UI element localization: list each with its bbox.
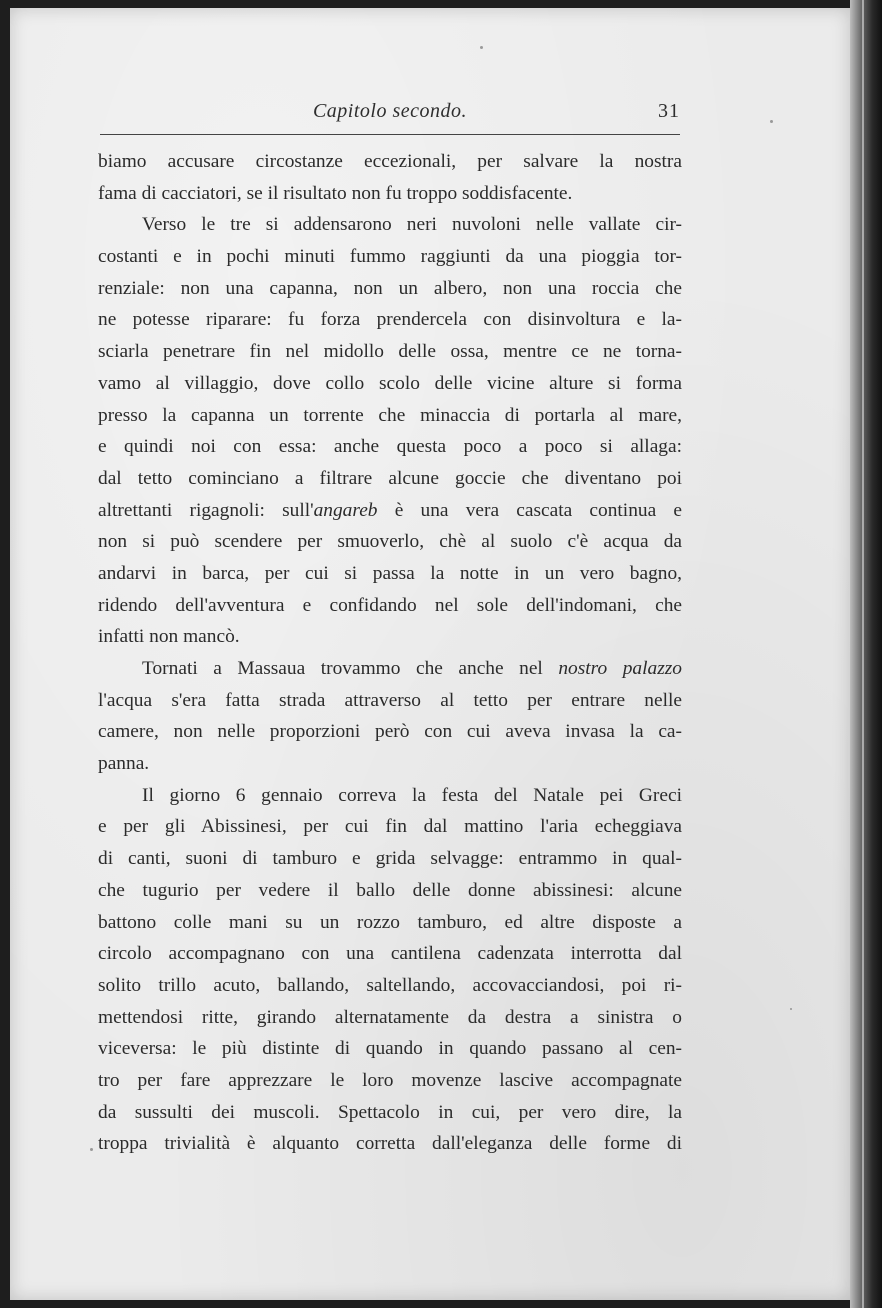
text-line: fama di cacciatori, se il risultato non fu troppo soddisfacente.: [98, 182, 573, 204]
paper-speck: [480, 46, 483, 49]
text-line: andarvi in barca, per cui si passa la notte in un vero bagno,: [98, 562, 682, 584]
text-line: da sussulti dei muscoli. Spettacolo in cui, per vero dire, la: [98, 1101, 682, 1123]
text-line: e quindi noi con essa: anche questa poco a poco si allaga:: [98, 436, 682, 458]
text-line: dal tetto cominciano a filtrare alcune goccie che diventano poi: [98, 467, 682, 489]
text-line: biamo accusare circostanze eccezionali, per salvare la nostra: [98, 151, 682, 172]
text-line: circolo accompagnano con una cantilena cadenzata interrotta dal: [98, 943, 682, 965]
text-segment: Tornati a Massaua trovammo che anche nel: [142, 658, 559, 679]
text-line: l'acqua s'era fatta strada attraverso al tetto per entrare nelle: [98, 689, 682, 711]
text-line: camere, non nelle proporzioni però con cui aveva invasa la ca-: [98, 721, 682, 743]
text-line: costanti e in pochi minuti fummo raggiunti da una pioggia tor-: [98, 246, 682, 268]
text-line: battono colle mani su un rozzo tamburo, ed altre disposte a: [98, 911, 682, 933]
book-spine-shadow: [850, 0, 882, 1308]
text-line: viceversa: le più distinte di quando in quando passano al cen-: [98, 1038, 682, 1060]
text-segment: è una vera cascata continua e: [377, 499, 682, 521]
header-rule: [100, 134, 680, 135]
text-line: panna.: [98, 753, 150, 775]
text-line: ridendo dell'avventura e confidando nel sole dell'indomani, che: [98, 594, 682, 616]
text-line: [98, 495, 682, 527]
text-line: renziale: non una capanna, non un albero, non una roccia che: [98, 277, 682, 299]
page-number: 31: [658, 100, 680, 122]
text-line: e per gli Abissinesi, per cui fin dal mattino l'aria echeggiava: [98, 816, 682, 838]
italic-term: angareb: [313, 499, 378, 521]
italic-term: nostro palazzo: [558, 658, 682, 679]
text-line: ne potesse riparare: fu forza prendercela con disinvoltura e la-: [98, 309, 682, 331]
text-line: Verso le tre si addensarono neri nuvoloni nelle vallate cir-: [142, 214, 682, 236]
body-text: [98, 146, 682, 1160]
text-line: Il giorno 6 gennaio correva la festa del Natale pei Greci: [142, 784, 682, 806]
paper-speck: [790, 1008, 792, 1010]
paper-speck: [770, 120, 773, 123]
running-header: [98, 96, 682, 130]
text-line: che tugurio per vedere il ballo delle donne abissinesi: alcune: [98, 879, 682, 901]
text-line: [98, 653, 682, 685]
chapter-title: Capitolo secondo.: [312, 100, 468, 122]
text-line: di canti, suoni di tamburo e grida selvagge: entrammo in qual-: [98, 848, 682, 870]
text-line: mettendosi ritte, girando alternatamente da destra a sinistra o: [98, 1006, 682, 1028]
text-line: vamo al villaggio, dove collo scolo delle vicine alture si forma: [98, 372, 682, 394]
text-line: sciarla penetrare fin nel midollo delle ossa, mentre ce ne torna-: [98, 341, 682, 363]
text-line: tro per fare apprezzare le loro movenze lascive accompagnate: [98, 1069, 682, 1091]
text-line: presso la capanna un torrente che minaccia di portarla al mare,: [98, 404, 682, 426]
text-line: solito trillo acuto, ballando, saltellando, accovacciandosi, poi ri-: [98, 974, 682, 996]
text-line: infatti non mancò.: [98, 626, 240, 648]
text-line: troppa trivialità è alquanto corretta dall'eleganza delle forme di: [98, 1133, 682, 1155]
text-segment: altrettanti rigagnoli: sull': [98, 499, 314, 521]
paper-speck: [90, 1148, 93, 1151]
text-line: non si può scendere per smuoverlo, chè al suolo c'è acqua da: [98, 531, 682, 553]
book-spine-edge: [862, 0, 864, 1308]
